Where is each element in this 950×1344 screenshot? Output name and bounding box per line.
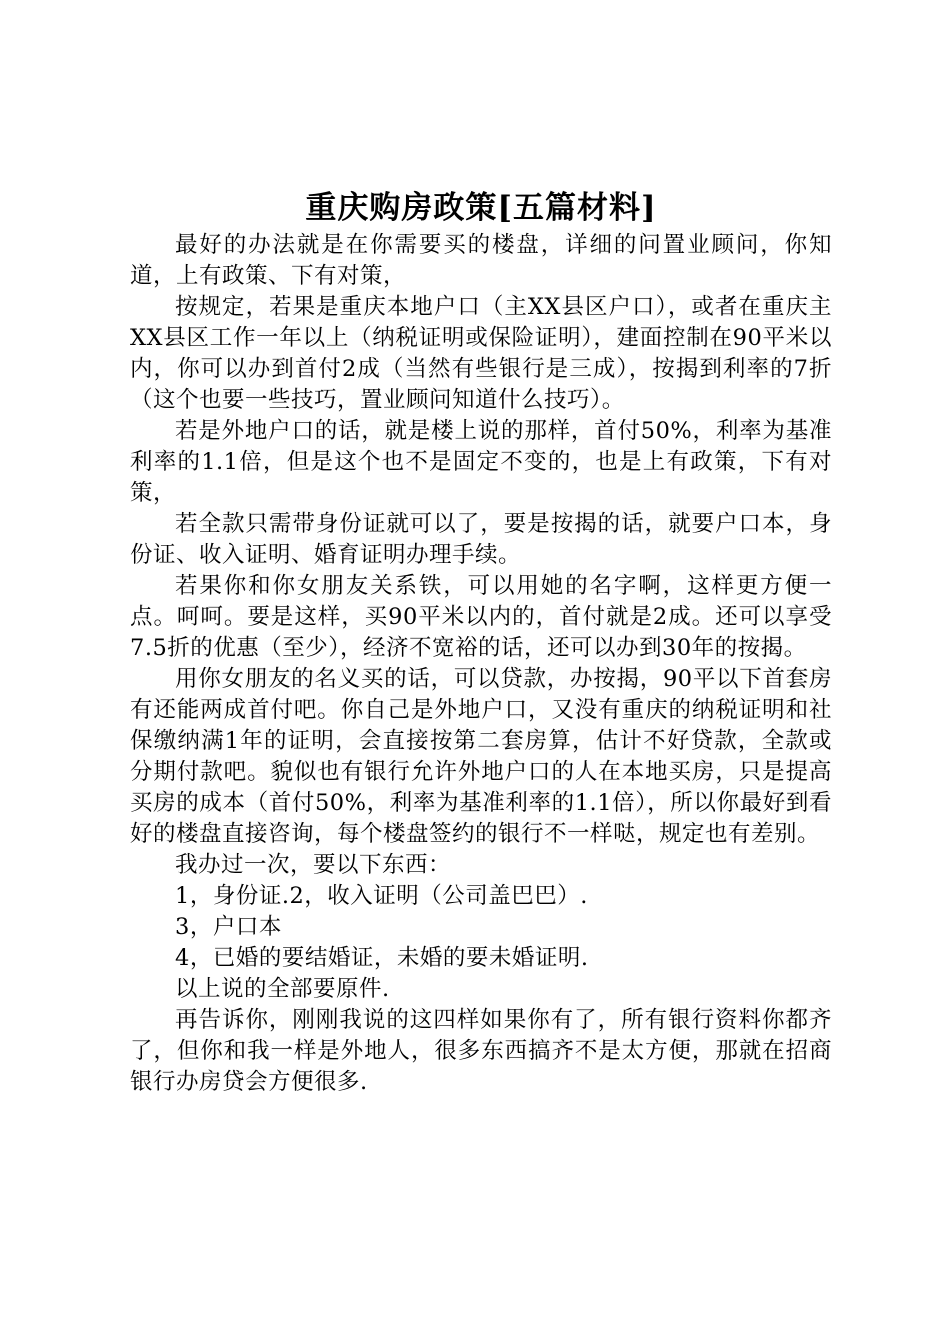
paragraph-6: 用你女朋友的名义买的话，可以贷款，办按揭，90平以下首套房有还能两成首付吧。你自己是外地户口，又没有重庆的纳税证明和社保缴纳满1年的证明，会直接按第二套房算，估计不好贷款，全款或分期付款吧。貌似也有银行允许外地户口的人在本地买房，只是提高买房的成本（首付50%，利率为基准利率的1.1倍），所以你最好到看好的楼盘直接咨询，每个楼盘签约的银行不一样哒，规定也有差别。 — [130, 666, 832, 847]
document-page — [130, 186, 832, 1098]
list-item-1: 1，身份证.2，收入证明（公司盖巴巴）. — [175, 883, 588, 909]
paragraph-7: 我办过一次，要以下东西： — [175, 852, 452, 878]
document-title: 重庆购房政策[五篇材料] — [305, 190, 657, 226]
paragraph-3: 若是外地户口的话，就是楼上说的那样，首付50%，利率为基准利率的1.1倍，但是这个也不是固定不变的，也是上有政策，下有对策， — [130, 418, 832, 506]
paragraph-5: 若果你和你女朋友关系铁，可以用她的名字啊，这样更方便一点。呵呵。要是这样，买90平米以内的，首付就是2成。还可以享受7.5折的优惠（至少），经济不宽裕的话，还可以办到30年的按揭。 — [130, 573, 832, 661]
paragraph-closing: 再告诉你，刚刚我说的这四样如果你有了，所有银行资料你都齐了，但你和我一样是外地人，很多东西搞齐不是太方便，那就在招商银行办房贷会方便很多. — [130, 1007, 832, 1095]
paragraph-4: 若全款只需带身份证就可以了，要是按揭的话，就要户口本，身份证、收入证明、婚育证明办理手续。 — [130, 511, 832, 568]
paragraph-1: 最好的办法就是在你需要买的楼盘，详细的问置业顾问，你知道，上有政策、下有对策， — [130, 232, 832, 289]
paragraph-originals: 以上说的全部要原件. — [175, 976, 390, 1002]
list-item-3: 3，户口本 — [175, 914, 282, 940]
list-item-4: 4，已婚的要结婚证，未婚的要未婚证明. — [175, 945, 589, 971]
paragraph-2: 按规定，若果是重庆本地户口（主XX县区户口），或者在重庆主XX县区工作一年以上（纳税证明或保险证明），建面控制在90平米以内，你可以办到首付2成（当然有些银行是三成），按揭到利率的7折（这个也要一些技巧，置业顾问知道什么技巧）。 — [130, 294, 832, 413]
